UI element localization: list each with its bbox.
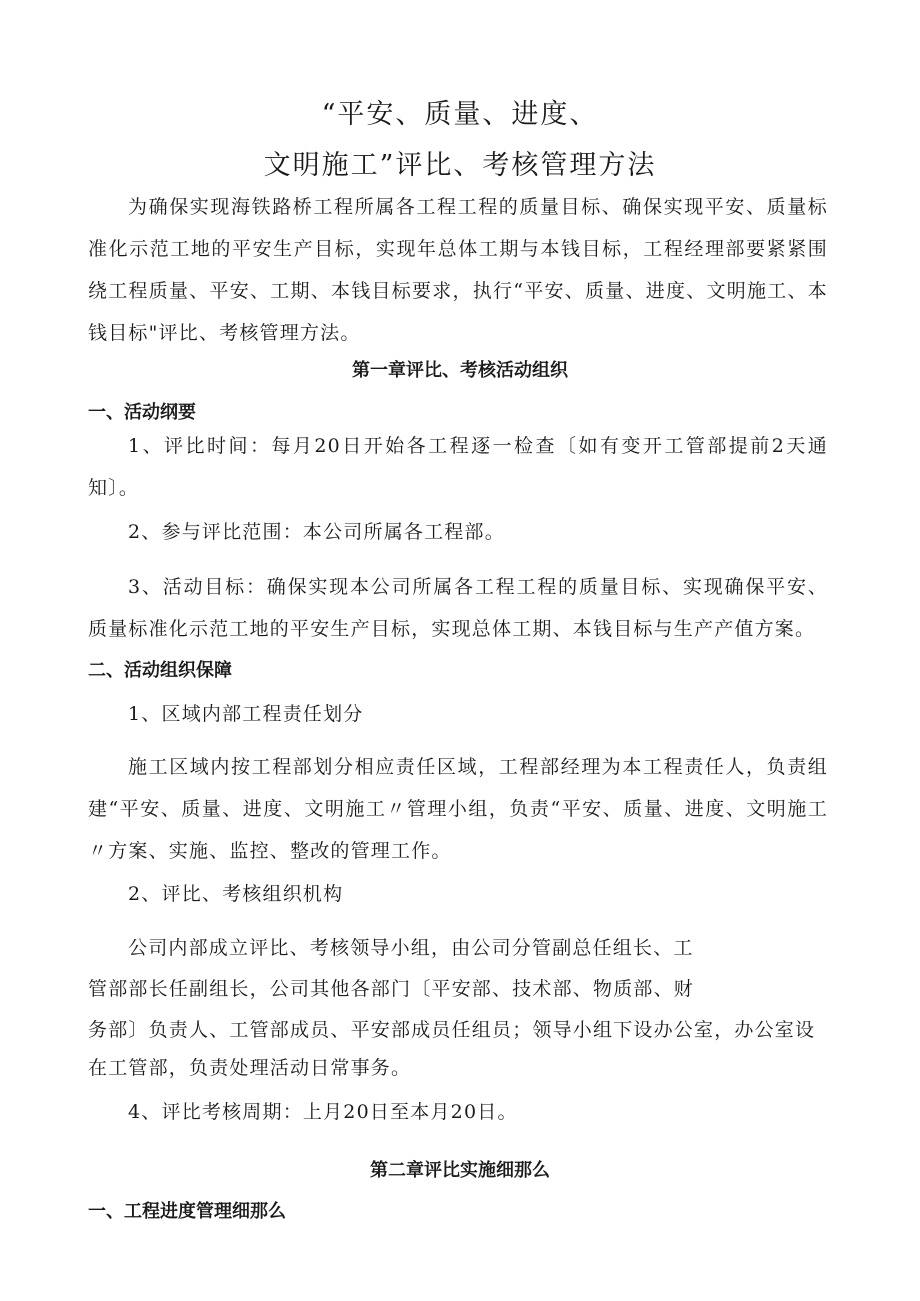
title-line-2: 文明施工”评比、考核管理方法 <box>263 150 657 181</box>
chapter-2-section-1-heading: 一、工程进度管理细那么 <box>88 1201 286 1222</box>
item-responsibility-body: 施工区域内按工程部划分相应责任区域，工程部经理为本工程责任人，负责组建“平安、质量、进度、文明施工〃管理小组，负责“平安、质量、进度、文明施工〃方案、实施、监控、整改的管理工作。 <box>88 756 828 862</box>
section-2-heading: 二、活动组织保障 <box>88 660 232 681</box>
title-line-1: “平安、质量、进度、 <box>321 99 599 130</box>
section-1-heading: 一、活动纲要 <box>88 402 196 423</box>
item-organization-line-4: 在工管部，负责处理活动日常事务。 <box>88 1057 412 1079</box>
item-evaluation-period: 4、评比考核周期：上月20日至本月20日。 <box>128 1101 518 1123</box>
item-evaluation-scope: 2、参与评比范围：本公司所属各工程部。 <box>128 521 505 543</box>
intro-paragraph: 为确保实现海铁路桥工程所属各工程工程的质量目标、确保实现平安、质量标准化示范工地的平安生产目标，实现年总体工期与本钱目标，工程经理部要紧紧围绕工程质量、平安、工期、本钱目标要求，执行“平安、质量、进度、文明施工、本钱目标"评比、考核管理方法。 <box>88 196 828 344</box>
item-organization-line-3: 务部〕负责人、工管部成员、平安部成员任组员；领导小组下设办公室，办公室设 <box>88 1019 816 1041</box>
item-organization-line-2: 管部部长任副组长，公司其他各部门〔平安部、技术部、物质部、财 <box>88 978 695 1000</box>
item-evaluation-time: 1、评比时间：每月20日开始各工程逐一检查〔如有变开工管部提前2天通知〕。 <box>88 435 828 499</box>
chapter-2-heading: 第二章评比实施细那么 <box>370 1160 550 1181</box>
item-activity-goal: 3、活动目标：确保实现本公司所属各工程工程的质量目标、实现确保平安、质量标准化示范工地的平安生产目标，实现总体工期、本钱目标与生产产值方案。 <box>88 576 828 640</box>
item-responsibility-title: 1、区域内部工程责任划分 <box>128 703 364 725</box>
chapter-1-heading: 第一章评比、考核活动组织 <box>352 360 568 381</box>
item-organization-line-1: 公司内部成立评比、考核领导小组，由公司分管副总任组长、工 <box>128 937 694 959</box>
item-organization-title: 2、评比、考核组织机构 <box>128 883 344 905</box>
